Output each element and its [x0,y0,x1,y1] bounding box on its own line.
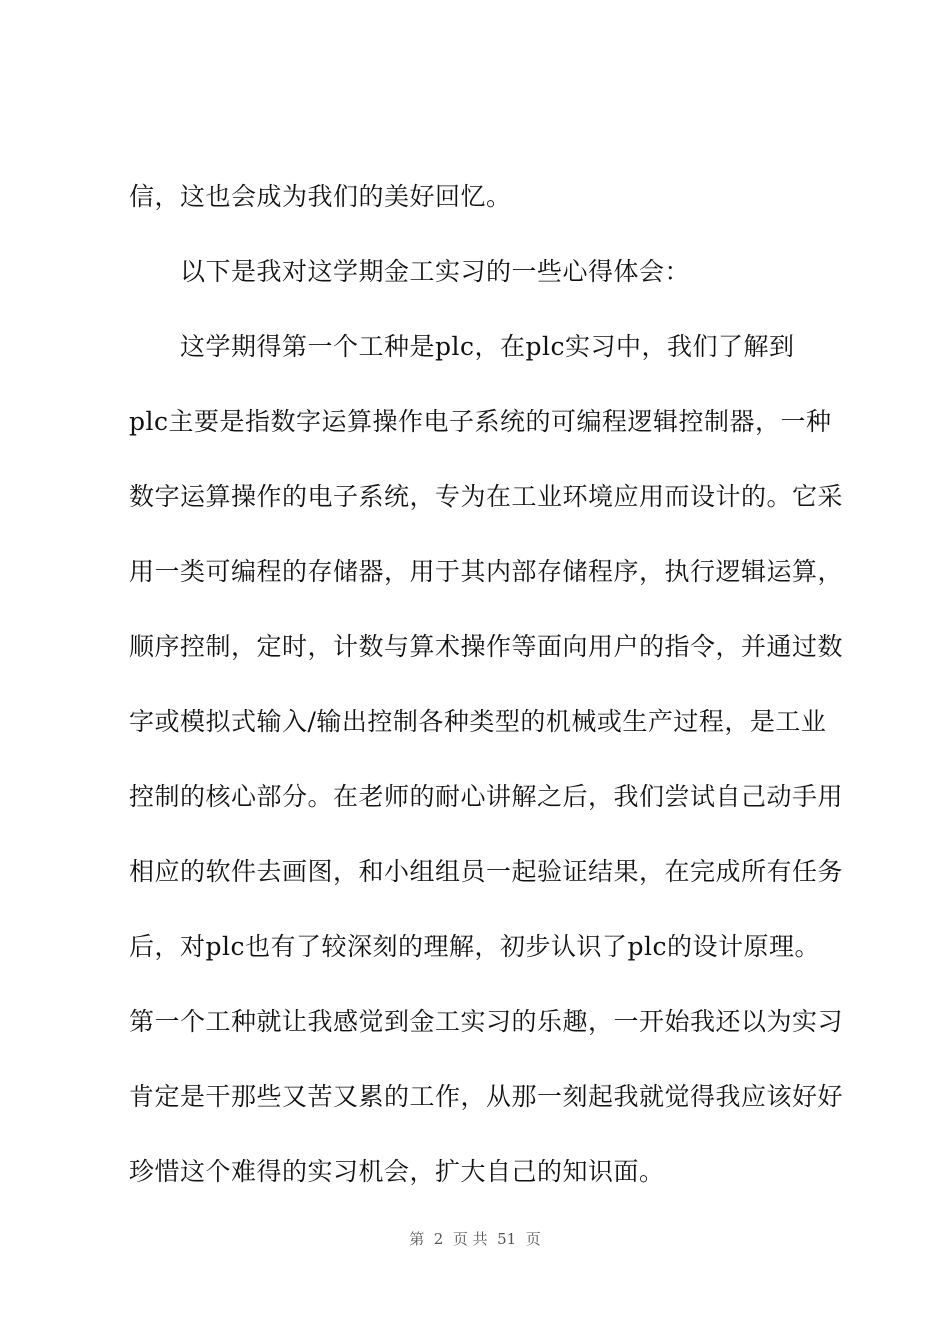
page-number-footer: 第 2 页 共 51 页 [409,1230,541,1248]
text-line-9: 控制的核心部分。在老师的耐心讲解之后，我们尝试自己动手用 [129,782,844,811]
text-line-1: 信，这也会成为我们的美好回忆。 [129,182,512,211]
text-line-7: 顺序控制，定时，计数与算术操作等面向用户的指令，并通过数 [129,632,844,661]
text-line-11: 后，对plc也有了较深刻的理解，初步认识了plc的设计原理。 [129,932,821,961]
text-line-8: 字或模拟式输入/输出控制各种类型的机械或生产过程，是工业 [129,707,827,736]
text-line-6: 用一类可编程的存储器，用于其内部存储程序，执行逻辑运算， [129,557,844,586]
text-line-12: 第一个工种就让我感觉到金工实习的乐趣，一开始我还以为实习 [129,1007,844,1036]
text-line-4: plc主要是指数字运算操作电子系统的可编程逻辑控制器，一种 [129,407,832,436]
text-line-13: 肯定是干那些又苦又累的工作，从那一刻起我就觉得我应该好好 [129,1082,844,1111]
text-line-3: 这学期得第一个工种是plc，在plc实习中，我们了解到 [180,332,795,361]
text-line-14: 珍惜这个难得的实习机会，扩大自己的知识面。 [129,1157,665,1186]
text-line-5: 数字运算操作的电子系统，专为在工业环境应用而设计的。它采 [129,482,844,511]
text-line-2: 以下是我对这学期金工实习的一些心得体会： [180,257,691,286]
text-line-10: 相应的软件去画图，和小组组员一起验证结果，在完成所有任务 [129,857,844,886]
